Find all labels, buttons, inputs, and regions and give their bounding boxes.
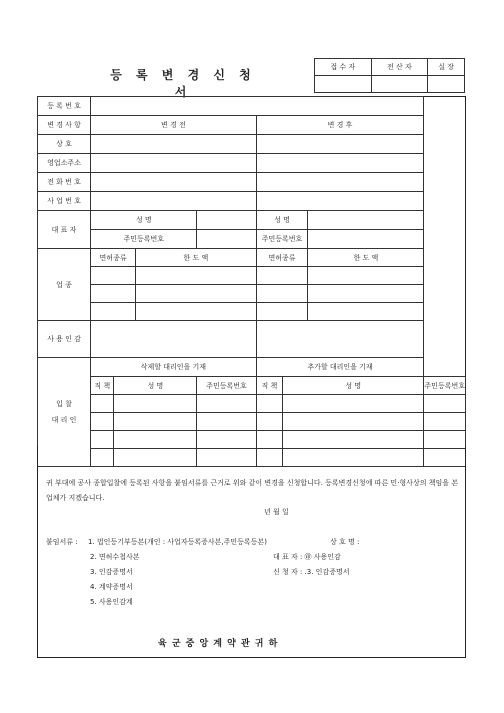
license-type-cell[interactable] [91,285,136,303]
applicant-line[interactable]: 신 청 자 : .3. 인감증명서 [273,568,350,576]
agent-resident-header: 주민등록번호 [197,377,256,395]
biz-no-label: 사 업 번 호 [38,192,91,211]
approval-computer-header: 전 산 자 [371,59,428,76]
agent-cell[interactable] [197,413,256,431]
rep-resident-before-label: 주민등록번호 [91,230,197,249]
approval-director-header: 실 장 [428,59,465,76]
rep-label: 대 표 자 [38,211,91,249]
license-type-before-header: 면허종류 [91,249,136,267]
agent-cell[interactable] [256,395,282,413]
industry-label: 업 종 [38,249,91,321]
registration-form-table [37,96,466,467]
phone-before[interactable] [91,173,257,192]
limit-after-header: 한 도 액 [308,249,424,267]
limit-cell[interactable] [136,303,257,321]
agent-cell[interactable] [197,395,256,413]
license-type-after-header: 면허종류 [256,249,308,267]
limit-cell[interactable] [136,285,257,303]
seal-after[interactable] [256,321,424,358]
rep-resident-before[interactable] [197,230,256,249]
seal-label: 사 용 인 감 [38,321,91,358]
addressee: 육 군 중 앙 계 약 관 귀 하 [158,639,279,649]
rep-name-after-label: 성 명 [256,211,308,230]
address-before[interactable] [91,154,257,173]
representative-line[interactable]: 대 표 자 : ㊞ 사용인감 [273,553,341,561]
attachment-item: 2. 면허수첩사본 [90,553,140,561]
agent-cell[interactable] [114,395,197,413]
limit-cell[interactable] [308,267,424,285]
address-after[interactable] [256,154,424,173]
trade-name-after[interactable] [256,135,424,154]
limit-cell[interactable] [136,267,257,285]
agent-cell[interactable] [114,413,197,431]
after-header: 변 경 후 [256,116,424,135]
bid-agent-label: 입 찰 대 리 인 [38,358,91,467]
declaration-statement: 귀 부대에 공사 종합입찰에 등록된 사항을 붙임서류를 근거로 위와 같이 변경을 신청합니다. 등록변경신청에 따른 민·형사상의 책임을 본 업체가 지겠습니다. [46,479,458,502]
agent-cell[interactable] [424,395,466,413]
trade-name-label: 상 호 [38,135,91,154]
seal-before[interactable] [91,321,257,358]
agent-name-header: 성 명 [283,377,424,395]
license-type-cell[interactable] [91,267,136,285]
phone-after[interactable] [256,173,424,192]
declaration-section [37,446,466,658]
position-header: 직 책 [256,377,282,395]
rep-resident-after[interactable] [308,230,424,249]
approval-receiver-header: 접 수 자 [315,59,372,76]
attachment-item: 3. 인감증명서 [90,568,133,576]
attachment-item: 5. 사용인감계 [90,598,133,606]
form-title: 등 록 변 경 신 청 서 [110,68,256,99]
approval-table [314,58,465,93]
rep-name-before-label: 성 명 [91,211,197,230]
rep-resident-after-label: 주민등록번호 [256,230,308,249]
trade-name-before[interactable] [91,135,257,154]
agent-name-header: 성 명 [114,377,197,395]
agent-add-header: 추가할 대리인을 기재 [256,358,424,377]
date-line[interactable]: 년 월 일 [264,508,289,516]
license-type-cell[interactable] [256,303,308,321]
agent-cell[interactable] [283,413,424,431]
agent-cell[interactable] [256,413,282,431]
attachment-item: 1. 법인등기부등본(개인 : 사업자등록증사본,주민등록등본) [88,538,267,546]
before-header: 변 경 전 [91,116,257,135]
trade-name-line[interactable]: 상 호 명 : [330,538,360,546]
agent-cell[interactable] [424,413,466,431]
limit-cell[interactable] [308,285,424,303]
attachments-label: 붙임서류 : [46,538,78,546]
rep-name-after[interactable] [308,211,424,230]
license-type-cell[interactable] [91,303,136,321]
agent-cell[interactable] [91,395,114,413]
rep-name-before[interactable] [197,211,256,230]
approval-receiver-signature[interactable] [315,76,372,93]
agent-delete-header: 삭제할 대리인을 기재 [91,358,257,377]
agent-cell[interactable] [283,395,424,413]
limit-before-header: 한 도 액 [136,249,257,267]
biz-no-before[interactable] [91,192,257,211]
change-item-label: 변 경 사 항 [38,116,91,135]
address-label: 영업소주소 [38,154,91,173]
license-type-cell[interactable] [256,285,308,303]
license-type-cell[interactable] [256,267,308,285]
position-header: 직 책 [91,377,114,395]
reg-no-label: 등 록 번 호 [38,97,91,116]
agent-cell[interactable] [91,413,114,431]
approval-director-signature[interactable] [428,76,465,93]
limit-cell[interactable] [308,303,424,321]
biz-no-after[interactable] [256,192,424,211]
phone-label: 전 화 번 호 [38,173,91,192]
approval-computer-signature[interactable] [371,76,428,93]
reg-no-field[interactable] [91,97,424,116]
attachment-item: 4. 계약증명서 [90,583,133,591]
agent-resident-header: 주민등록번호 [424,377,466,395]
